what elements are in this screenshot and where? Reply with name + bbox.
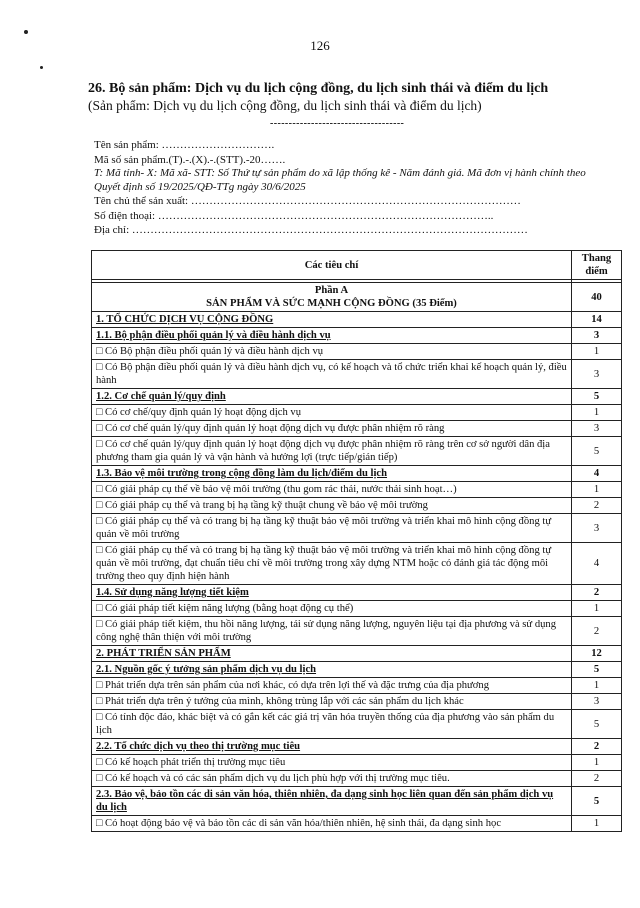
criterion-text: □ Có Bộ phận điều phối quản lý và điều hành dịch vụ, có kế hoạch và tổ chức triển khai kế hoạch quản lý, điều hành (92, 360, 572, 389)
score-value: 5 (572, 662, 622, 678)
score-value: 5 (572, 710, 622, 739)
separator-line: ------------------------------------ (270, 118, 405, 129)
product-info-block (94, 138, 614, 238)
part-a-label: Phần A (314, 285, 349, 296)
criteria-section-row (92, 787, 622, 816)
score-value: 4 (572, 543, 622, 585)
margin-dot-top (24, 30, 28, 34)
margin-dot-bottom (40, 66, 43, 69)
score-value: 1 (572, 601, 622, 617)
criteria-section-row (92, 312, 622, 328)
score-value: 14 (572, 312, 622, 328)
score-value: 1 (572, 678, 622, 694)
section-label: 2.2. Tổ chức dịch vụ theo thị trường mục tiêu (92, 739, 572, 755)
score-value: 5 (572, 389, 622, 405)
criterion-text: □ Có hoạt động bảo vệ và bảo tồn các di sản văn hóa/thiên nhiên, hệ sinh thái, đa dạng sinh học (92, 816, 572, 832)
criterion-text: □ Có cơ chế quản lý/quy định quản lý hoạt động dịch vụ được phân nhiệm rõ ràng trên cơ sở người dân địa phương tham gia quản lý và vận hành và hưởng lợi (trực tiếp/gián tiếp) (92, 437, 572, 466)
score-value: 1 (572, 755, 622, 771)
criterion-text: □ Phát triển dựa trên sản phẩm của nơi khác, có dựa trên lợi thế và đặc trưng của địa phương (92, 678, 572, 694)
criteria-item-row (92, 543, 622, 585)
criteria-item-row (92, 710, 622, 739)
criteria-section-row (92, 389, 622, 405)
score-value: 2 (572, 498, 622, 514)
score-value: 2 (572, 617, 622, 646)
score-value: 3 (572, 360, 622, 389)
criteria-item-row (92, 498, 622, 514)
section-label: 2.1. Nguồn gốc ý tưởng sản phẩm dịch vụ du lịch (92, 662, 572, 678)
criteria-item-row (92, 514, 622, 543)
criteria-item-row (92, 601, 622, 617)
criterion-text: □ Có kế hoạch và có các sản phẩm dịch vụ du lịch phù hợp với thị trường mục tiêu. (92, 771, 572, 787)
criterion-text: □ Phát triển dựa trên ý tưởng của mình, không trùng lắp với các sản phẩm du lịch khác (92, 694, 572, 710)
criterion-text: □ Có Bộ phận điều phối quản lý và điều hành dịch vụ (92, 344, 572, 360)
score-value: 1 (572, 482, 622, 498)
score-value: 4 (572, 466, 622, 482)
criterion-text: □ Có cơ chế quản lý/quy định quản lý hoạt động dịch vụ được phân nhiệm rõ ràng (92, 421, 572, 437)
criteria-section-row (92, 585, 622, 601)
score-value: 1 (572, 344, 622, 360)
section-subtitle: (Sản phẩm: Dịch vụ du lịch cộng đồng, du lịch sinh thái và điểm du lịch) (88, 98, 482, 113)
part-a-row (92, 283, 622, 312)
score-value: 1 (572, 816, 622, 832)
criteria-section-row (92, 646, 622, 662)
criteria-item-row (92, 694, 622, 710)
section-label: 1. TỔ CHỨC DỊCH VỤ CỘNG ĐỒNG (92, 312, 572, 328)
criteria-item-row (92, 755, 622, 771)
part-a-cell (92, 283, 572, 312)
criteria-section-row (92, 739, 622, 755)
score-value: 1 (572, 405, 622, 421)
score-value: 3 (572, 514, 622, 543)
section-label: 1.3. Bảo vệ môi trường trong cộng đồng làm du lịch/điểm du lịch (92, 466, 572, 482)
criterion-text: □ Có giải pháp cụ thể và có trang bị hạ tầng kỹ thuật bảo vệ môi trường và triển khai mô hình cộng đồng tự quản về môi trường, đạt chuẩn tiêu chí về môi trường trong xây dựng NTM hoặc có đánh giá tác động môi trường theo quy định hiện hành (92, 543, 572, 585)
criteria-item-row (92, 344, 622, 360)
table-header-row (92, 251, 622, 280)
criteria-item-row (92, 482, 622, 498)
section-label: 1.1. Bộ phận điều phối quản lý và điều hành dịch vụ (92, 328, 572, 344)
criteria-item-row (92, 771, 622, 787)
criterion-text: □ Có tính độc đáo, khác biệt và có gắn kết các giá trị văn hóa truyền thống của địa phương vào sản phẩm du lịch (92, 710, 572, 739)
criteria-item-row (92, 437, 622, 466)
section-label: 2.3. Bảo vệ, bảo tồn các di sản văn hóa, thiên nhiên, đa dạng sinh học liên quan đến sản phẩm dịch vụ du lịch (92, 787, 572, 816)
criterion-text: □ Có kế hoạch phát triển thị trường mục tiêu (92, 755, 572, 771)
criteria-item-row (92, 360, 622, 389)
section-title: 26. Bộ sản phẩm: Dịch vụ du lịch cộng đồng, du lịch sinh thái và điểm du lịch (88, 81, 549, 96)
score-value: 2 (572, 771, 622, 787)
criteria-table (91, 250, 622, 832)
criteria-section-row (92, 466, 622, 482)
section-label: 2. PHÁT TRIỂN SẢN PHẨM (92, 646, 572, 662)
criteria-item-row (92, 678, 622, 694)
phone-field: Số điện thoại: ……………………………………………………………………………….. (94, 209, 494, 222)
criterion-text: □ Có cơ chế/quy định quản lý hoạt động dịch vụ (92, 405, 572, 421)
section-label: 1.4. Sử dụng năng lượng tiết kiệm (92, 585, 572, 601)
product-code-field: Mã số sản phẩm.(T).-.(X).-.(STT).-20……. (94, 153, 286, 166)
owner-field: Tên chủ thể sản xuất: ……………………………………………………………………………… (94, 195, 521, 207)
criterion-text: □ Có giải pháp cụ thể về bảo vệ môi trường (thu gom rác thải, nước thải sinh hoạt…) (92, 482, 572, 498)
section-label: 1.2. Cơ chế quản lý/quy định (92, 389, 572, 405)
score-value: 5 (572, 437, 622, 466)
score-value: 12 (572, 646, 622, 662)
score-value: 5 (572, 787, 622, 816)
criterion-text: □ Có giải pháp cụ thể và trang bị hạ tầng kỹ thuật chung về bảo vệ môi trường (92, 498, 572, 514)
address-field: Địa chỉ: ……………………………………………………………………………………………… (94, 224, 528, 236)
criteria-item-row (92, 405, 622, 421)
score-value: 2 (572, 739, 622, 755)
criterion-text: □ Có giải pháp tiết kiệm, thu hồi năng lượng, tái sử dụng năng lượng, nguyên liệu tại địa phương và sử dụng công nghệ thân thiện với môi trường (92, 617, 572, 646)
criteria-item-row (92, 617, 622, 646)
part-a-title: SẢN PHẨM VÀ SỨC MẠNH CỘNG ĐỒNG (35 Điểm) (206, 298, 457, 309)
header-score: Thang điểm (572, 251, 622, 280)
page-number: 126 (310, 38, 330, 53)
score-value: 2 (572, 585, 622, 601)
header-criteria: Các tiêu chí (92, 251, 572, 280)
part-a-score: 40 (572, 283, 622, 312)
criteria-item-row (92, 816, 622, 832)
criteria-section-row (92, 328, 622, 344)
product-name-field: Tên sản phẩm: …………………………. (94, 139, 275, 151)
score-value: 3 (572, 694, 622, 710)
criteria-section-row (92, 662, 622, 678)
product-code-note: T: Mã tỉnh- X: Mã xã- STT: Số Thứ tự sản phẩm do xã lập thống kê - Năm đánh giá. Mã đơn vị hành chính theo Quyết định số 19/2025/QĐ-TTg ngày 30/6/2025 (94, 167, 586, 193)
criterion-text: □ Có giải pháp tiết kiệm năng lượng (bằng hoạt động cụ thể) (92, 601, 572, 617)
score-value: 3 (572, 328, 622, 344)
criteria-item-row (92, 421, 622, 437)
criterion-text: □ Có giải pháp cụ thể và có trang bị hạ tầng kỹ thuật bảo vệ môi trường và triển khai mô hình cộng đồng tự quản về môi trường (92, 514, 572, 543)
score-value: 3 (572, 421, 622, 437)
